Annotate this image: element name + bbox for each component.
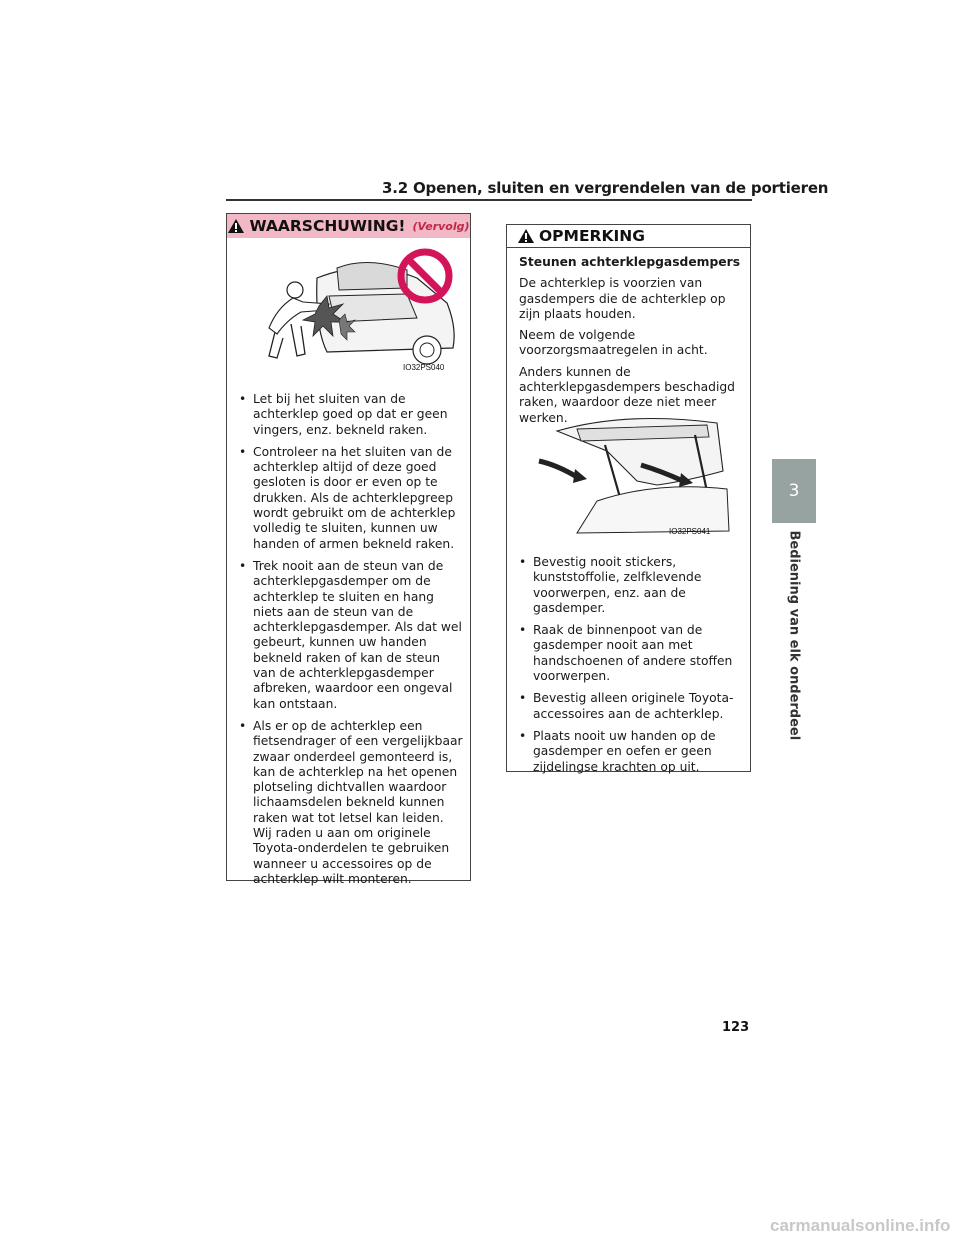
notice-triangle-icon [517, 228, 535, 244]
list-item: • Bevestig nooit stickers, kunststoffolie, zelfklevende voorwerpen, enz. aan de gasdemper. [519, 555, 702, 615]
warning-list [239, 392, 463, 894]
list-item: • Controleer na het sluiten van de achterklep altijd of deze goed gesloten is door er even op te drukken. Als de achterklepgreep wordt gebruikt om de achterklep volledig te sluiten, kunnen uw handen of armen bekneld raken. [239, 444, 456, 551]
continued-label: (Vervolg) [412, 219, 470, 233]
list-item: • Bevestig alleen originele Toyota-accessoires aan de achterklep. [519, 691, 734, 721]
notice-header [507, 225, 750, 248]
notice-box [506, 224, 751, 772]
gas-damper-illustration [537, 411, 737, 539]
list-item: • Als er op de achterklep een fietsendrager of een vergelijkbaar zwaar onderdeel gemonteerd is, kan de achterklep na het openen plotseling dichtvallen waardoor lichaamsdelen bekneld kunnen raken wat tot letsel kan leiden. Wij raden u aan om originele Toyota-onderdelen te gebruiken wanneer u accessoires op de achterklep wilt monteren. [239, 718, 463, 886]
warning-triangle-icon [227, 218, 245, 234]
list-item: • Trek nooit aan de steun van de achterklepgasdemper om de achterklep te sluiten en hang niets aan de steun van de achterklepgasdemper. Als dat wel gebeurt, kunnen uw handen bekneld raken of kan de steun van de achterklepgasdemper afbreken, waardoor een ongeval kan ontstaan. [239, 558, 462, 711]
notice-paragraph: Anders kunnen de achterklepgasdempers beschadigd raken, waardoor deze niet meer werken. [519, 364, 735, 425]
tailgate-pinch-illustration [257, 248, 467, 378]
tailgate-figure [257, 248, 467, 378]
section-title: 3.2 Openen, sluiten en vergrendelen van de portieren [382, 179, 829, 197]
notice-list [519, 555, 745, 782]
header-divider [226, 199, 752, 201]
notice-subheading: Steunen achterklepgasdempers [519, 255, 741, 269]
notice-paragraph: De achterklep is voorzien van gasdempers die de achterklep op zijn plaats houden. [519, 276, 726, 321]
chapter-title: Bediening van elk onderdeel [786, 530, 802, 741]
list-item: • Let bij het sluiten van de achterklep goed op dat er geen vingers, enz. bekneld raken. [239, 392, 448, 437]
notice-body [519, 255, 745, 432]
chapter-number: 3 [788, 481, 800, 501]
list-item: • Plaats nooit uw handen op de gasdemper en oefen er geen zijdelingse krachten op uit. [519, 728, 716, 774]
warning-header [227, 214, 470, 238]
watermark: carmanualsonline.info [770, 1216, 951, 1235]
figure-code: IO32PS040 [403, 363, 445, 372]
notice-paragraph: Neem de volgende voorzorgsmaatregelen in acht. [519, 328, 708, 358]
list-item: • Raak de binnenpoot van de gasdemper nooit aan met handschoenen of andere stoffen voorwerpen. [519, 623, 733, 684]
chapter-title-vertical [784, 530, 804, 741]
warning-box [226, 213, 471, 886]
figure-code: IO32PS041 [669, 527, 711, 536]
page-number: 123 [722, 1020, 750, 1035]
gas-damper-figure [537, 411, 737, 539]
chapter-tab[interactable] [772, 459, 816, 523]
warning-heading: WAARSCHUWING! [249, 217, 406, 235]
notice-heading: OPMERKING [539, 227, 645, 245]
